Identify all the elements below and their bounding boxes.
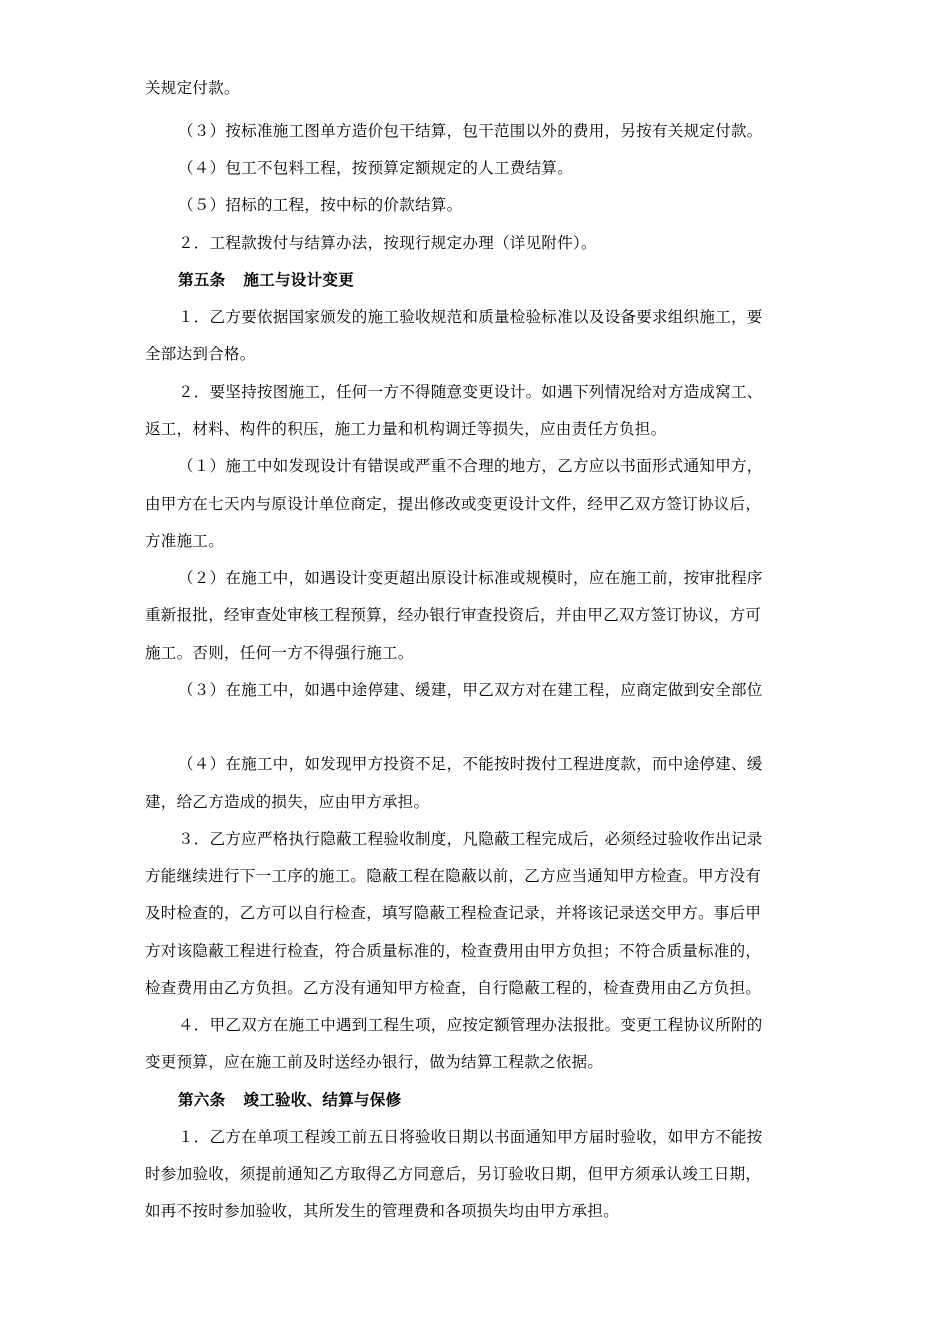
paragraph-line: ２．工程款拨付与结算办法，按现行规定办理（详见附件）。 <box>178 234 597 252</box>
article-title: 竣工验收、结算与保修 <box>243 1090 402 1109</box>
paragraph-line: （３）在施工中，如遇中途停建、缓建，甲乙双方对在建工程，应商定做到安全部位 <box>178 681 763 699</box>
article-title: 施工与设计变更 <box>243 270 355 289</box>
paragraph-line: ４．甲乙双方在施工中遇到工程生项，应按定额管理办法报批。变更工程协议所附的 <box>178 1016 763 1034</box>
paragraph-line: 如再不按时参加验收，其所发生的管理费和各项损失均由甲方承担。 <box>145 1202 620 1220</box>
paragraph-line: （２）在施工中，如遇设计变更超出原设计标准或规模时，应在施工前，按审批程序 <box>178 569 763 587</box>
paragraph-line: 变更预算，应在施工前及时送经办银行，做为结算工程款之依据。 <box>145 1053 604 1071</box>
paragraph-line: 检查费用由乙方负担。乙方没有通知甲方检查，自行隐蔽工程的，检查费用由乙方负担。 <box>145 979 762 997</box>
paragraph-line: 时参加验收，须提前通知乙方取得乙方同意后，另订验收日期，但甲方须承认竣工日期， <box>145 1165 762 1183</box>
paragraph-line: 方能继续进行下一工序的施工。隐蔽工程在隐蔽以前，乙方应当通知甲方检查。甲方没有 <box>145 867 762 885</box>
article-number: 第五条 <box>178 270 226 289</box>
paragraph-line: 施工。否则，任何一方不得强行施工。 <box>145 644 414 662</box>
paragraph-line: （３）按标准施工图单方造价包干结算，包干范围以外的费用，另按有关规定付款。 <box>178 122 763 140</box>
paragraph-line: （５）招标的工程，按中标的价款结算。 <box>178 196 463 214</box>
paragraph-line: （１）施工中如发现设计有错误或严重不合理的地方，乙方应以书面形式通知甲方， <box>178 457 763 475</box>
paragraph-line: １．乙方要依据国家颁发的施工验收规范和质量检验标准以及设备要求组织施工，要 <box>178 308 763 326</box>
paragraph-line: 重新报批，经审查处审核工程预算，经办银行审查投资后，并由甲乙双方签订协议，方可 <box>145 606 762 624</box>
paragraph-line: 建，给乙方造成的损失，应由甲方承担。 <box>145 793 430 811</box>
article-number: 第六条 <box>178 1090 226 1109</box>
paragraph-line: 方准施工。 <box>145 532 225 550</box>
paragraph-line: 返工，材料、构件的积压，施工力量和机构调迁等损失，应由责任方负担。 <box>145 420 667 438</box>
paragraph-line: （４）包工不包料工程，按预算定额规定的人工费结算。 <box>178 159 574 177</box>
paragraph-line: 由甲方在七天内与原设计单位商定，提出修改或变更设计文件，经甲乙双方签订协议后， <box>145 495 762 513</box>
paragraph-line: １．乙方在单项工程竣工前五日将验收日期以书面通知甲方届时验收，如甲方不能按 <box>178 1128 763 1146</box>
paragraph-line: （４）在施工中，如发现甲方投资不足，不能按时拨付工程进度款，而中途停建、缓 <box>178 755 763 773</box>
article-heading <box>0 270 950 290</box>
paragraph-line: 及时检查的，乙方可以自行检查，填写隐蔽工程检查记录，并将该记录送交甲方。事后甲 <box>145 904 762 922</box>
paragraph-line: ３．乙方应严格执行隐蔽工程验收制度，凡隐蔽工程完成后，必须经过验收作出记录 <box>178 830 763 848</box>
paragraph-line: 全部达到合格。 <box>145 345 256 363</box>
article-heading <box>0 1090 950 1110</box>
paragraph-line: 方对该隐蔽工程进行检查，符合质量标准的，检查费用由甲方负担；不符合质量标准的， <box>145 942 762 960</box>
paragraph-line: 关规定付款。 <box>145 79 240 97</box>
paragraph-line: ２．要坚持按图施工，任何一方不得随意变更设计。如遇下列情况给对方造成窝工、 <box>178 383 763 401</box>
